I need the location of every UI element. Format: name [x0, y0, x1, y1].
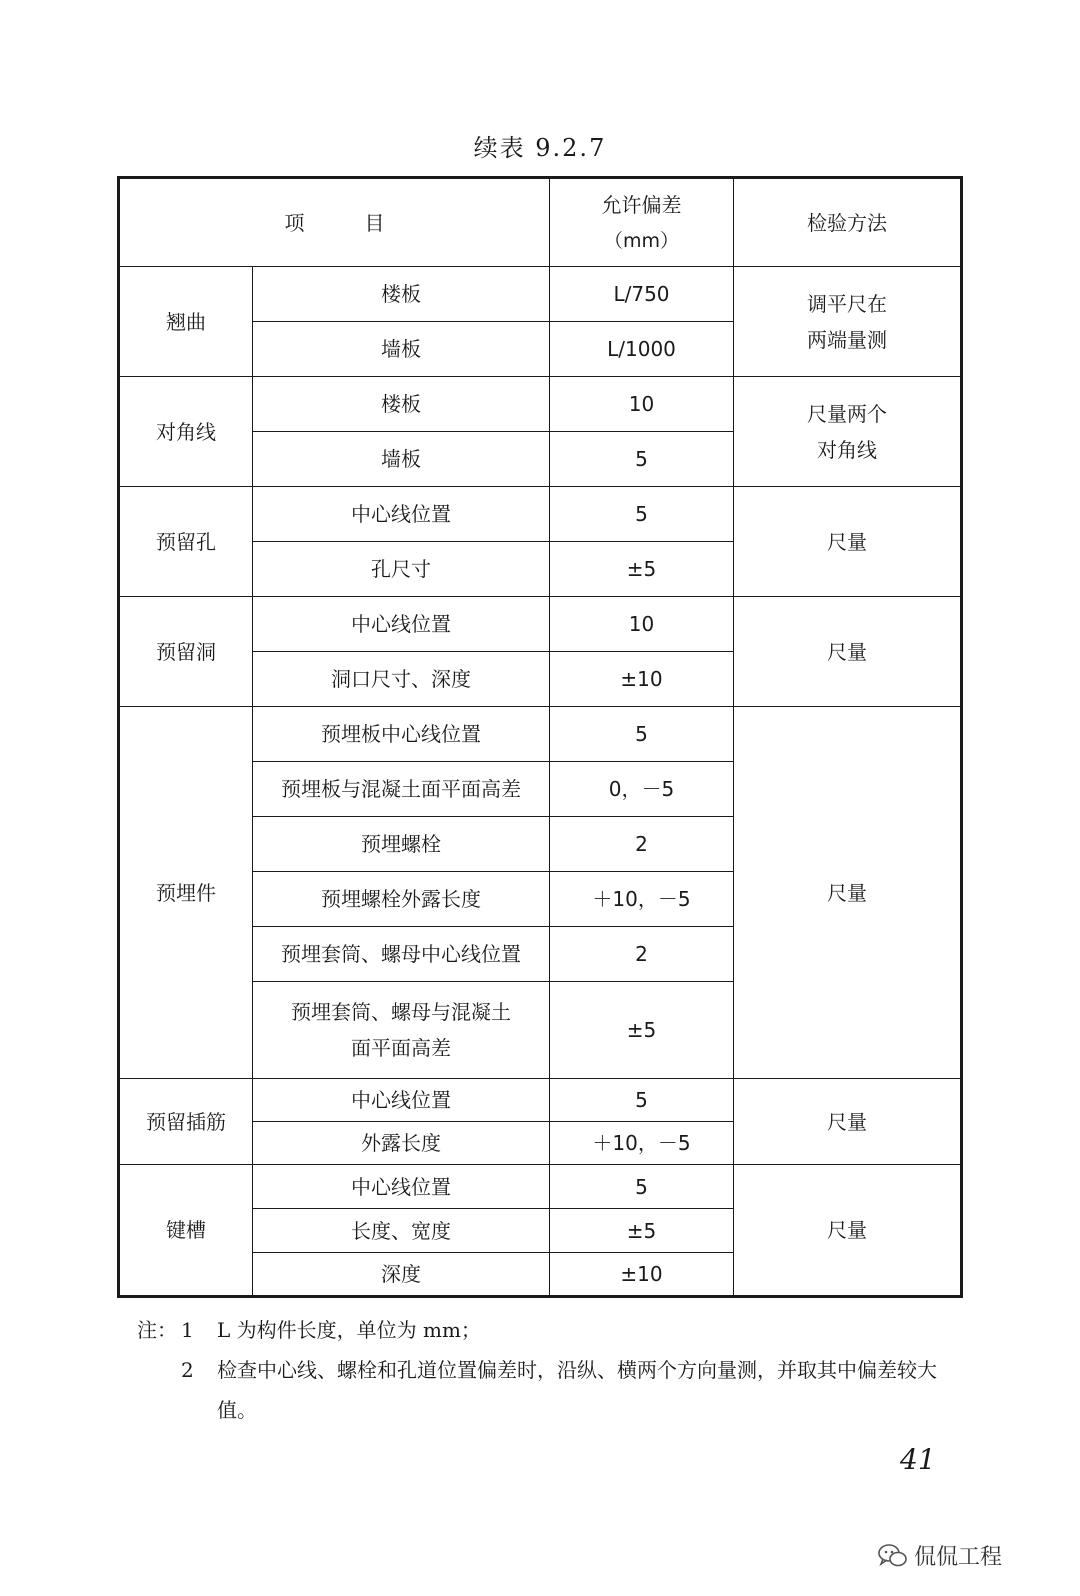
- item-cell: 中心线位置: [253, 597, 550, 652]
- note-prefix: 注：: [137, 1318, 177, 1342]
- wechat-icon: [878, 1543, 908, 1569]
- item-cell: 楼板: [253, 377, 550, 432]
- value-cell: 0，－5: [550, 762, 734, 817]
- note-text: 检查中心线、螺栓和孔道位置偏差时，沿纵、横两个方向量测，并取其中偏差较大值。: [217, 1358, 937, 1422]
- page-number: 41: [900, 1443, 936, 1476]
- method-line: 两端量测: [807, 327, 887, 352]
- value-cell: ±10: [550, 1253, 734, 1297]
- watermark-text: 侃侃工程: [914, 1545, 1003, 1570]
- value-cell: ±5: [550, 982, 734, 1079]
- header-tolerance-unit: （mm）: [603, 229, 680, 252]
- value-cell: L/1000: [550, 322, 734, 377]
- item-cell: 墙板: [253, 432, 550, 487]
- method-cell: 尺量: [734, 487, 962, 597]
- item-cell: 预埋螺栓: [253, 817, 550, 872]
- table-row: [119, 377, 962, 432]
- group-name: 对角线: [119, 377, 253, 487]
- method-cell: [734, 377, 962, 487]
- item-cell: 预埋板中心线位置: [253, 707, 550, 762]
- table-row: [119, 487, 962, 542]
- item-cell: 长度、宽度: [253, 1209, 550, 1253]
- value-cell: ±10: [550, 652, 734, 707]
- value-cell: 5: [550, 432, 734, 487]
- item-cell: 预埋螺栓外露长度: [253, 872, 550, 927]
- method-cell: 尺量: [734, 1165, 962, 1297]
- value-cell: 5: [550, 1165, 734, 1209]
- value-cell: 10: [550, 377, 734, 432]
- group-name: 翘曲: [119, 267, 253, 377]
- tolerance-table: [117, 176, 963, 1298]
- header-tolerance: [550, 178, 734, 267]
- table-row: [119, 267, 962, 322]
- watermark: [878, 1540, 1002, 1571]
- group-name: 预埋件: [119, 707, 253, 1079]
- item-cell: 中心线位置: [253, 1165, 550, 1209]
- group-name: 预留插筋: [119, 1079, 253, 1165]
- item-cell: 楼板: [253, 267, 550, 322]
- item-cell: 孔尺寸: [253, 542, 550, 597]
- table-row: [119, 1079, 962, 1122]
- header-row: [119, 178, 962, 267]
- note-item: [137, 1310, 967, 1350]
- item-cell: 中心线位置: [253, 1079, 550, 1122]
- note-number: 1: [181, 1318, 194, 1342]
- value-cell: 5: [550, 1079, 734, 1122]
- method-cell: [734, 267, 962, 377]
- method-cell: 尺量: [734, 707, 962, 1079]
- header-method: 检验方法: [734, 178, 962, 267]
- method-cell: 尺量: [734, 1079, 962, 1165]
- group-name: 预留洞: [119, 597, 253, 707]
- table-notes: [137, 1310, 967, 1430]
- method-line: 对角线: [817, 437, 877, 462]
- item-cell: 墙板: [253, 322, 550, 377]
- item-cell: 洞口尺寸、深度: [253, 652, 550, 707]
- table-row: [119, 597, 962, 652]
- value-cell: L/750: [550, 267, 734, 322]
- method-cell: 尺量: [734, 597, 962, 707]
- item-cell: [253, 982, 550, 1079]
- value-cell: ±5: [550, 542, 734, 597]
- header-tolerance-label: 允许偏差: [601, 192, 682, 217]
- group-name: 预留孔: [119, 487, 253, 597]
- value-cell: 2: [550, 817, 734, 872]
- value-cell: 5: [550, 707, 734, 762]
- method-line: 调平尺在: [807, 291, 887, 316]
- value-cell: ＋10，－5: [550, 872, 734, 927]
- group-name: 键槽: [119, 1165, 253, 1297]
- value-cell: 10: [550, 597, 734, 652]
- header-item: 项 目: [119, 178, 550, 267]
- value-cell: ＋10，－5: [550, 1122, 734, 1165]
- item-cell: 预埋板与混凝土面平面高差: [253, 762, 550, 817]
- method-line: 尺量两个: [807, 401, 887, 426]
- table-row: [119, 1165, 962, 1209]
- note-text: L 为构件长度，单位为 mm；: [217, 1318, 481, 1342]
- item-line: 预埋套筒、螺母与混凝土: [291, 1000, 511, 1024]
- table-title: 续表 9.2.7: [473, 134, 607, 162]
- item-cell: 预埋套筒、螺母中心线位置: [253, 927, 550, 982]
- value-cell: ±5: [550, 1209, 734, 1253]
- value-cell: 5: [550, 487, 734, 542]
- value-cell: 2: [550, 927, 734, 982]
- table-row: [119, 707, 962, 762]
- note-number: 2: [181, 1358, 194, 1382]
- item-line: 面平面高差: [351, 1036, 451, 1060]
- note-item: [137, 1350, 967, 1430]
- item-cell: 深度: [253, 1253, 550, 1297]
- item-cell: 中心线位置: [253, 487, 550, 542]
- item-cell: 外露长度: [253, 1122, 550, 1165]
